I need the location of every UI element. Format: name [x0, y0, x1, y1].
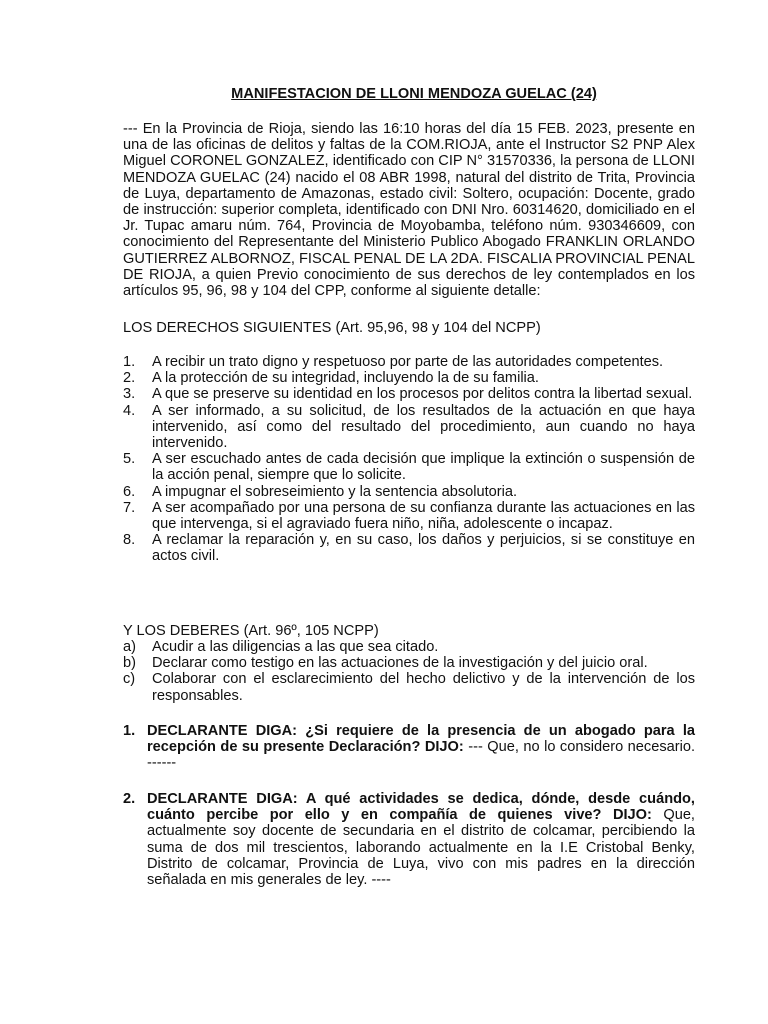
duties-list	[123, 639, 695, 704]
question-number: 2.	[123, 791, 136, 807]
list-number: 8.	[123, 532, 136, 549]
question-1	[123, 723, 695, 772]
list-letter: c)	[123, 671, 136, 688]
list-item	[123, 451, 695, 483]
list-item-text: A que se preserve su identidad en los procesos por delitos contra la libertad sexual.	[152, 386, 693, 403]
question-answer: Que, actualmente soy docente de secundaria en el distrito de colcamar, percibiendo la suma de dos mil trescientos, laborando actualmente en la I.E Cristobal Benky, Distrito de colcamar, Provincia de Luya, vivo con mis padres en la dirección señalada en mis generales de ley. ----	[147, 807, 695, 889]
list-item-text: A impugnar el sobreseimiento y la sentencia absolutoria.	[152, 483, 518, 500]
list-item-text: A reclamar la reparación y, en su caso, los daños y perjuicios, si se constituye en actos civil.	[152, 532, 695, 565]
intro-paragraph: --- En la Provincia de Rioja, siendo las 16:10 horas del día 15 FEB. 2023, presente en una de las oficinas de delitos y faltas de la COM.RIOJA, ante el Instructor S2 PNP Alex Miguel CORONEL GONZALEZ, identificado con CIP N° 31570336, la persona de LLONI MENDOZA GUELAC (24) nacido el 08 ABR 1998, natural del distrito de Trita, Provincia de Luya, departamento de Amazonas, estado civil: Soltero, ocupación: Docente, grado de instrucción: superior completa, identificado con DNI Nro. 60314620, domiciliado en el Jr. Tupac amaru núm. 764, Provincia de Moyobamba, teléfono núm. 930346609, con conocimiento del Representante del Ministerio Publico Abogado FRANKLIN ORLANDO GUTIERREZ ALBORNOZ, FISCAL PENAL DE LA 2DA. FISCALIA PROVINCIAL PENAL DE RIOJA, a quien Previo conocimiento de sus derechos de ley contemplados en los artículos 95, 96, 98 y 104 del CPP, conforme al siguiente detalle:	[123, 121, 695, 300]
question-prompt: DECLARANTE DIGA: ¿Si requiere de la presencia de un abogado para la recepción de su presente Declaración? DIJO:	[147, 723, 695, 756]
list-number: 5.	[123, 451, 136, 468]
question-prompt: DECLARANTE DIGA: A qué actividades se dedica, dónde, desde cuándo, cuánto percibe por ello y en compañía de quienes vive? DIJO:	[147, 791, 695, 824]
list-item	[123, 484, 695, 500]
list-number: 7.	[123, 499, 136, 516]
list-item	[123, 370, 695, 386]
list-item	[123, 354, 695, 370]
question-2	[123, 791, 695, 888]
list-item-text: A ser escuchado antes de cada decisión que implique la extinción o suspensión de la acción penal, siempre que lo solicite.	[152, 451, 695, 484]
list-number: 1.	[123, 354, 136, 370]
document-title: MANIFESTACION DE LLONI MENDOZA GUELAC (24)	[231, 86, 597, 102]
question-number: 1.	[123, 723, 136, 739]
list-number: 3.	[123, 386, 136, 403]
rights-list	[123, 354, 695, 565]
list-item	[123, 403, 695, 452]
list-item-text: A la protección de su integridad, incluyendo la de su familia.	[152, 370, 539, 387]
list-item-text: A ser informado, a su solicitud, de los resultados de la actuación en que haya intervenido, así como del resultado del procedimiento, aun cuando no haya intervenido.	[152, 402, 695, 452]
list-item-text: Declarar como testigo en las actuaciones de la investigación y del juicio oral.	[152, 655, 648, 672]
list-item	[123, 386, 695, 402]
list-item-text: Acudir a las diligencias a las que sea citado.	[152, 639, 439, 655]
list-item	[123, 500, 695, 532]
duties-heading: Y LOS DEBERES (Art. 96º, 105 NCPP)	[123, 623, 379, 639]
list-item-text: Colaborar con el esclarecimiento del hecho delictivo y de la intervención de los responsables.	[152, 671, 695, 704]
list-number: 6.	[123, 483, 136, 500]
list-item-text: A ser acompañado por una persona de su confianza durante las actuaciones en las que intervenga, si el agraviado fuera niño, niña, adolescente o incapaz.	[152, 499, 695, 533]
list-item	[123, 655, 695, 671]
question-text	[147, 791, 695, 888]
question-item	[123, 723, 695, 772]
list-item-text: A recibir un trato digno y respetuoso por parte de las autoridades competentes.	[152, 354, 664, 370]
list-number: 4.	[123, 402, 136, 419]
list-item	[123, 532, 695, 564]
list-letter: b)	[123, 655, 136, 672]
list-number: 2.	[123, 370, 136, 387]
question-answer: --- Que, no lo considero necesario. ------	[147, 739, 696, 772]
list-item	[123, 671, 695, 703]
question-text	[147, 723, 695, 772]
rights-heading: LOS DERECHOS SIGUIENTES (Art. 95,96, 98 y 104 del NCPP)	[123, 320, 541, 336]
list-item	[123, 639, 695, 655]
question-item	[123, 791, 695, 888]
list-letter: a)	[123, 639, 136, 655]
